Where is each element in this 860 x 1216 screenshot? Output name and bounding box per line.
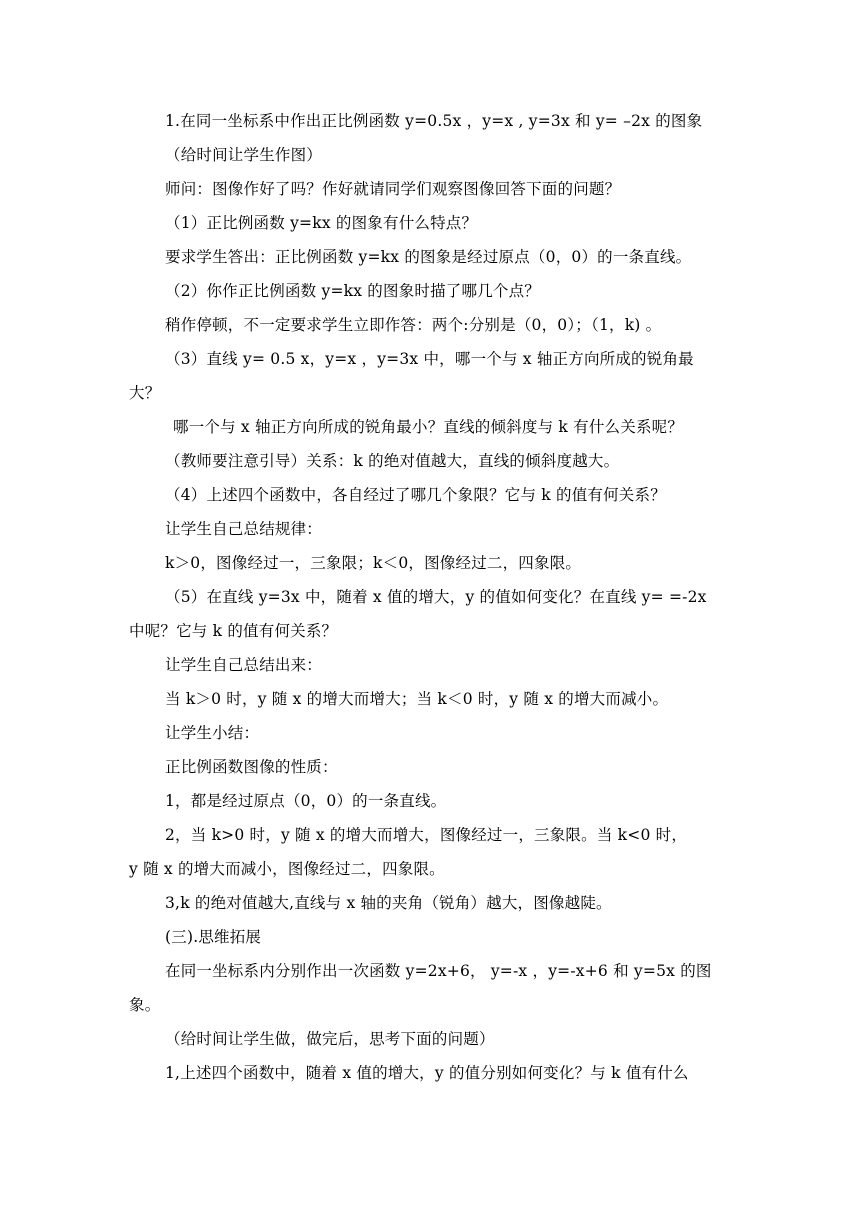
paragraph-line: 正比例函数图像的性质： [165,758,338,776]
paragraph-line: 2，当 k>0 时，y 随 x 的增大而增大，图像经过一，三象限。当 k<0 时， [165,826,688,844]
document-body [129,104,729,1090]
paragraph-line: （3）直线 y= 0.5 x，y=x ，y=3x 中，哪一个与 x 轴正方向所成的锐角最 [165,350,694,368]
paragraph-line: k＞0，图像经过一，三象限；k＜0，图像经过二，四象限。 [165,554,582,572]
paragraph-line: （1）正比例函数 y=kx 的图象有什么特点？ [165,214,478,232]
paragraph-line: 大？ [129,384,161,402]
paragraph-line: 1,上述四个函数中，随着 x 值的增大，y 的值分别如何变化？与 k 值有什么 [165,1064,689,1082]
paragraph-line: y 随 x 的增大而减小，图像经过二，四象限。 [129,860,445,878]
paragraph-line: 哪一个与 x 轴正方向所成的锐角最小？直线的倾斜度与 k 有什么关系呢？ [173,418,684,436]
paragraph-line: 让学生小结： [165,724,260,742]
paragraph-line: （2）你作正比例函数 y=kx 的图象时描了哪几个点？ [165,282,540,300]
paragraph-line: （给时间让学生作图） [165,146,323,164]
paragraph-line: （4）上述四个函数中，各自经过了哪几个象限？它与 k 的值有何关系？ [165,486,666,504]
paragraph-line: 1，都是经过原点（0，0）的一条直线。 [165,792,447,810]
paragraph-line: 3,k 的绝对值越大,直线与 x 轴的夹角（锐角）越大，图像越陡。 [165,894,612,912]
paragraph-line: （5）在直线 y=3x 中，随着 x 值的增大，y 的值如何变化？在直线 y= =-2x [165,588,707,606]
paragraph-line: 稍作停顿，不一定要求学生立即作答：两个:分别是（0，0）；（1，k) 。 [165,316,662,334]
paragraph-line: 让学生自己总结出来： [165,656,323,674]
paragraph-line: 1.在同一坐标系中作出正比例函数 y=0.5x ，y=x , y=3x 和 y= –2x 的图象 [165,112,703,130]
section-heading: (三).思维拓展 [165,928,262,946]
paragraph-line: 象。 [129,996,161,1014]
paragraph-line: 当 k＞0 时，y 随 x 的增大而增大；当 k＜0 时，y 随 x 的增大而减小。 [165,690,669,708]
paragraph-line: （教师要注意引导）关系：k 的绝对值越大，直线的倾斜度越大。 [165,452,620,470]
paragraph-line: 在同一坐标系内分别作出一次函数 y=2x+6， y=-x ，y=-x+6 和 y=5x 的图 [165,962,712,980]
paragraph-line: 师问：图像作好了吗？作好就请同学们观察图像回答下面的问题？ [165,180,621,198]
paragraph-line: 让学生自己总结规律： [165,520,323,538]
paragraph-line: 要求学生答出：正比例函数 y=kx 的图象是经过原点（0，0）的一条直线。 [165,248,692,266]
paragraph-line: 中呢？它与 k 的值有何关系？ [129,622,338,640]
paragraph-line: （给时间让学生做，做完后，思考下面的问题） [165,1030,495,1048]
